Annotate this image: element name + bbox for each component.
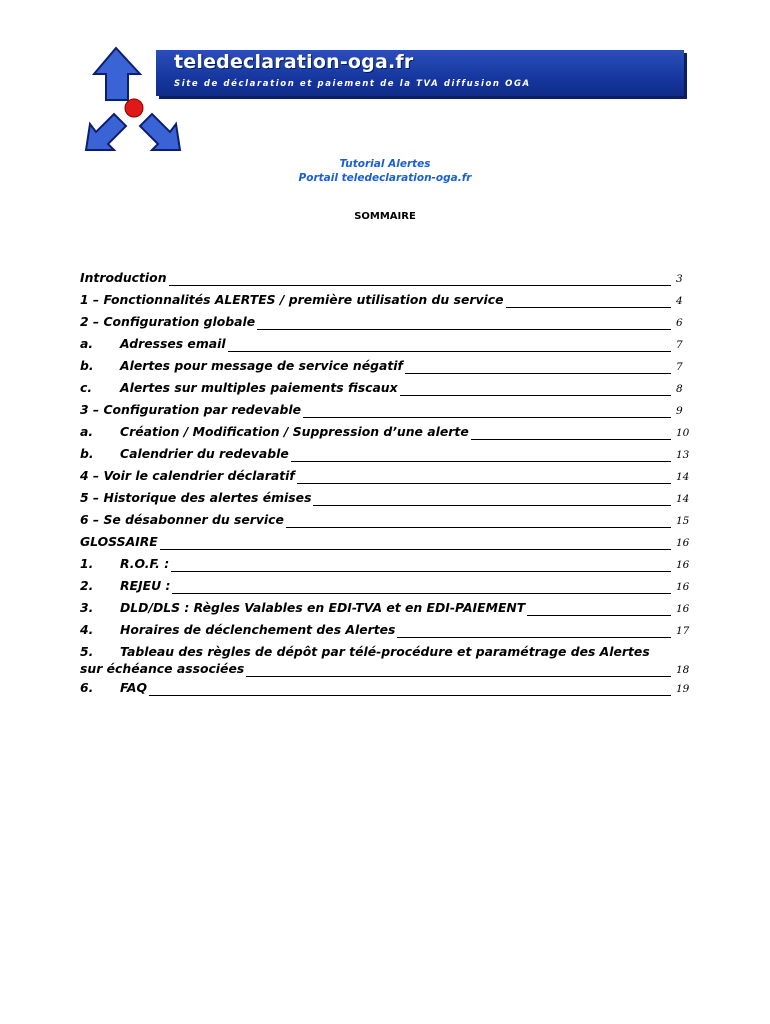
site-logo	[82, 46, 684, 158]
toc-page-number: 16	[676, 581, 690, 593]
toc-entry-label: FAQ	[120, 680, 147, 695]
toc-page-number: 17	[676, 625, 690, 637]
title-line-2: Portail teledeclaration-oga.fr	[298, 172, 472, 184]
toc-entry-label: Introduction	[80, 270, 167, 285]
toc-page-number: 9	[676, 405, 683, 417]
toc-page-number: 8	[676, 383, 683, 395]
toc-entry[interactable]	[80, 490, 690, 512]
toc-entry-label: Alertes sur multiples paiements fiscaux	[120, 380, 398, 395]
toc-page-number: 16	[676, 603, 690, 615]
toc-entry-label: Calendrier du redevable	[120, 446, 289, 461]
toc-leader-line	[297, 468, 671, 484]
toc-entry-label: Alertes pour message de service négatif	[120, 358, 403, 373]
toc-page-number: 6	[676, 317, 683, 329]
toc-leader-line	[405, 358, 671, 374]
toc-entry-number: b.	[80, 358, 94, 373]
toc-entry-number: a.	[80, 424, 94, 439]
toc-entry-label: Création / Modification / Suppression d’une alerte	[120, 424, 469, 439]
toc-leader-line	[257, 314, 671, 330]
toc-entry-label: 6 – Se désabonner du service	[80, 512, 284, 527]
toc-leader-line	[527, 600, 671, 616]
document-title	[0, 157, 770, 185]
toc-entry[interactable]	[80, 556, 690, 578]
toc-entry[interactable]	[80, 402, 690, 424]
toc-leader-line	[160, 534, 671, 550]
toc-leader-line	[149, 680, 671, 696]
toc-entry-label: REJEU :	[120, 578, 171, 593]
toc-entry[interactable]	[80, 336, 690, 358]
toc-page-number: 14	[676, 471, 690, 483]
toc-leader-line	[400, 380, 671, 396]
toc-entry-number: a.	[80, 336, 94, 351]
toc-leader-line	[313, 490, 671, 506]
toc-entry[interactable]	[80, 680, 690, 702]
toc-entry-label: Horaires de déclenchement des Alertes	[120, 622, 396, 637]
toc-entry-label: 3 – Configuration par redevable	[80, 402, 302, 417]
toc-page-number: 14	[676, 493, 690, 505]
toc-entry-label: DLD/DLS : Règles Valables en EDI-TVA et en EDI-PAIEMENT	[120, 600, 526, 615]
toc-page-number: 10	[676, 427, 690, 439]
toc-entry-label: Tableau des règles de dépôt par télé-procédure et paramétrage des Alertes	[120, 644, 650, 659]
toc-page-number: 19	[676, 683, 690, 695]
toc-entry-line-2	[80, 661, 690, 677]
toc-entry[interactable]	[80, 270, 690, 292]
toc-entry[interactable]	[80, 292, 690, 314]
toc-entry-label: Adresses email	[120, 336, 226, 351]
logo-subtitle: Site de déclaration et paiement de la TVA diffusion OGA	[174, 79, 531, 89]
toc-entry-number: 5.	[80, 644, 94, 659]
toc-entry-line-1	[80, 644, 690, 659]
sommaire-heading: SOMMAIRE	[354, 211, 416, 222]
toc-page-number: 7	[676, 339, 683, 351]
toc-entry[interactable]	[80, 578, 690, 600]
toc-entry-number: 1.	[80, 556, 94, 571]
toc-entry-number: 2.	[80, 578, 94, 593]
logo-title: teledeclaration-oga.fr	[174, 51, 414, 73]
toc-entry[interactable]	[80, 446, 690, 468]
toc-entry-label: R.O.F. :	[120, 556, 170, 571]
toc-entry-number: b.	[80, 446, 94, 461]
toc-page-number: 18	[676, 664, 690, 676]
toc-entry[interactable]	[80, 622, 690, 644]
toc-entry-label: 4 – Voir le calendrier déclaratif	[80, 468, 295, 483]
toc-page-number: 15	[676, 515, 690, 527]
toc-entry-label-continued: sur échéance associées	[80, 661, 245, 676]
toc-entry[interactable]	[80, 314, 690, 336]
toc-entry-label: GLOSSAIRE	[80, 534, 158, 549]
toc-leader-line	[169, 270, 671, 286]
toc-entry[interactable]	[80, 512, 690, 534]
toc-entry-label: 5 – Historique des alertes émises	[80, 490, 312, 505]
toc-page-number: 4	[676, 295, 683, 307]
toc-entry[interactable]	[80, 600, 690, 622]
toc-leader-line	[506, 292, 671, 308]
title-line-1: Tutorial Alertes	[339, 158, 431, 170]
toc-leader-line	[172, 578, 671, 594]
table-of-contents	[80, 270, 690, 702]
toc-entry[interactable]	[80, 358, 690, 380]
toc-entry-number: c.	[80, 380, 93, 395]
toc-entry[interactable]	[80, 468, 690, 490]
toc-entry-number: 6.	[80, 680, 94, 695]
toc-leader-line	[397, 622, 671, 638]
toc-page-number: 7	[676, 361, 683, 373]
toc-entry-number: 4.	[80, 622, 94, 637]
toc-leader-line	[246, 661, 671, 677]
toc-leader-line	[303, 402, 671, 418]
logo-banner	[156, 50, 684, 96]
toc-leader-line	[228, 336, 671, 352]
toc-entry[interactable]	[80, 644, 690, 680]
toc-page-number: 16	[676, 537, 690, 549]
toc-entry[interactable]	[80, 424, 690, 446]
toc-leader-line	[291, 446, 671, 462]
toc-leader-line	[171, 556, 671, 572]
toc-page-number: 3	[676, 273, 683, 285]
toc-entry[interactable]	[80, 380, 690, 402]
toc-entry-label: 2 – Configuration globale	[80, 314, 256, 329]
toc-entry[interactable]	[80, 534, 690, 556]
toc-leader-line	[471, 424, 671, 440]
toc-leader-line	[286, 512, 671, 528]
toc-entry-label: 1 – Fonctionnalités ALERTES / première utilisation du service	[80, 292, 504, 307]
toc-page-number: 13	[676, 449, 690, 461]
toc-entry-number: 3.	[80, 600, 94, 615]
toc-page-number: 16	[676, 559, 690, 571]
